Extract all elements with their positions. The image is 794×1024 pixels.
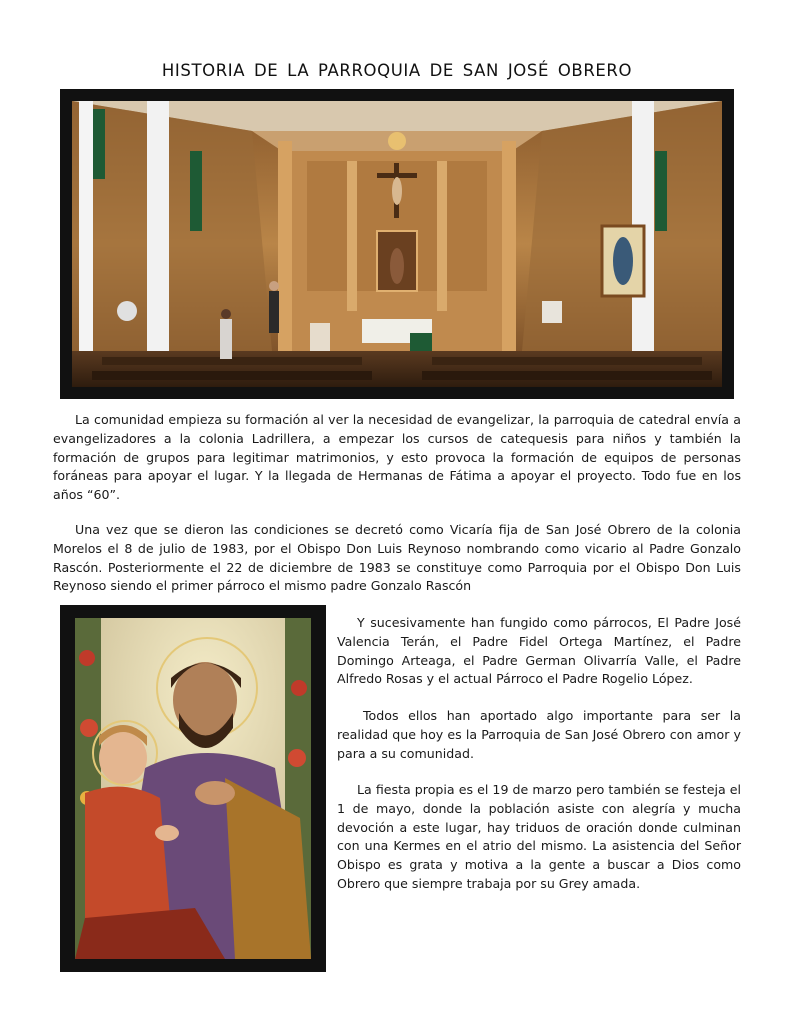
saint-joseph-painting-frame	[60, 605, 326, 972]
page-title: HISTORIA DE LA PARROQUIA DE SAN JOSÉ OBRERO	[161, 61, 633, 81]
paragraph-community-origins: La comunidad empieza su formación al ver la necesidad de evangelizar, la parroquia de catedral envía a evangelizadores a la colonia Ladrillera, a empezar los cursos de catequesis para niños y también la formación de grupos para legitimar matrimonios, y esto provoca la formación de equipos de personas foráneas para apoyar el lugar. Y la llegada de Hermanas de Fátima a apoyar el proyecto. Todo fue en los años “60”.	[53, 412, 741, 503]
paragraph-parish-priests: Y sucesivamente han fungido como párrocos, El Padre José Valencia Terán, el Padre Fidel Ortega Martínez, el Padre Domingo Arteaga, el Padre German Olivarría Valle, el Padre Alfredo Rosas y el actual Párroco el Padre Rogelio López.	[337, 615, 741, 687]
church-interior-photo	[72, 101, 722, 387]
church-interior-photo-frame	[60, 89, 734, 399]
paragraph-feast-day: La fiesta propia es el 19 de marzo pero también se festeja el 1 de mayo, donde la población asiste con alegría y mucha devoción a este lugar, hay triduos de oración donde culminan con una Kermes en el atrio del mismo. La asistencia del Señor Obispo es grata y motiva a la gente a buscar a Dios como Obrero que siempre trabaja por su Grey amada.	[337, 782, 741, 891]
paragraph-vicaria-foundation: Una vez que se dieron las condiciones se decretó como Vicaría fija de San José Obrero de la colonia Morelos el 8 de julio de 1983, por el Obispo Don Luis Reynoso nombrando como vicario al Padre Gonzalo Rascón. Posteriormente el 22 de diciembre de 1983 se constituye como Parroquia por el Obispo Don Luis Reynoso siendo el primer párroco el mismo padre Gonzalo Rascón	[53, 522, 741, 594]
paragraph-contributions: Todos ellos han aportado algo importante para ser la realidad que hoy es la Parroquia de San José Obrero con amor y para a su comunidad.	[337, 708, 741, 761]
saint-joseph-painting	[75, 618, 311, 959]
